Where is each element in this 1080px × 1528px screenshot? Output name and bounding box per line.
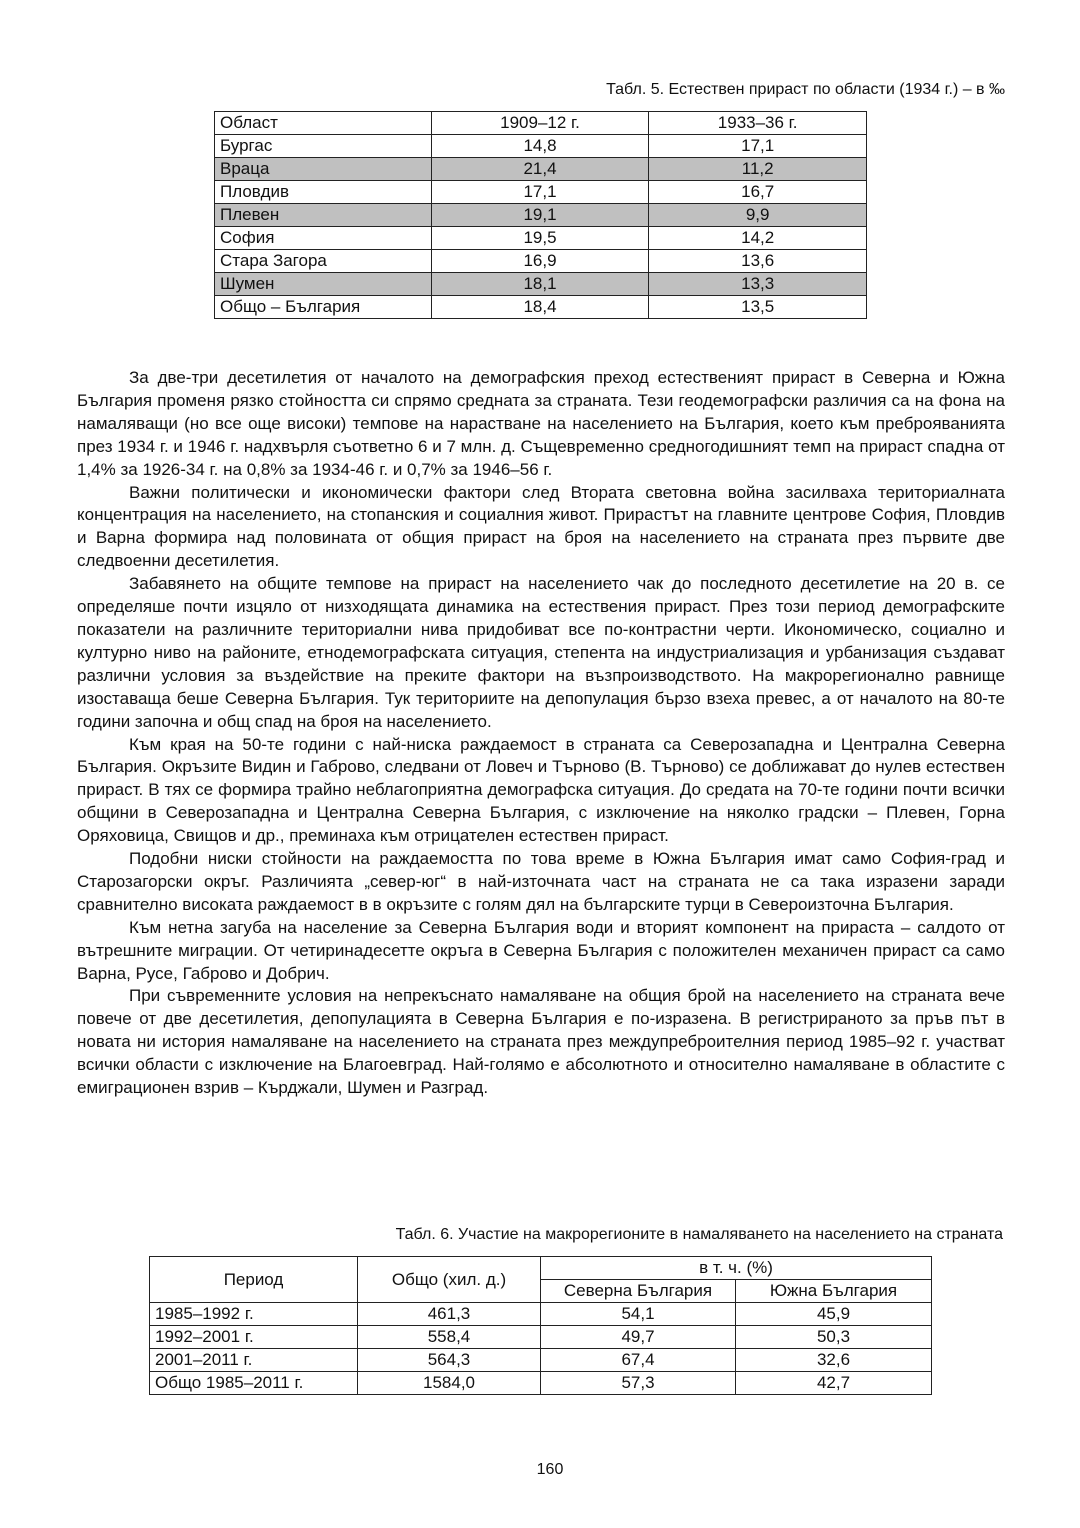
- cell-north: 54,1: [541, 1303, 736, 1326]
- cell-1933-36: 13,6: [649, 250, 867, 273]
- cell-total: 558,4: [358, 1326, 541, 1349]
- body-text: [77, 367, 1005, 1100]
- cell-1933-36: 13,5: [649, 296, 867, 319]
- paragraph: За две-три десетилетия от началото на демографския преход естественият прираст в Северна и Южна България променя рязко стойността си спрямо средната за страната. Тези геодемографски различия са на фона на намаляващи (но все още високи) темпове на нарастване на населението на България, което към преброяванията през 1934 г. и 1946 г. надхвърля съответно 6 и 7 млн. д. Същевременно средногодишният темп на прираст спадна от 1,4% за 1926-34 г. на 0,8% за 1934-46 г. и 0,7% за 1946–56 г.: [77, 368, 1005, 479]
- paragraph: При съвременните условия на непрекъснато намаляване на общия брой на населението на страната вече повече от две десетилетия, депопулацията в Северна България е по-изразена. В регистрираното за пръв път в новата ни история намаляване на населението на страната през междупреброителния период 1985–92 г. участват всички области с изключение на Благоевград. Най-голямо е абсолютното и относително намаляване в областите с емиграционен взрив – Кърджали, Шумен и Разград.: [77, 986, 1005, 1098]
- paragraph: Към края на 50-те години с най-ниска раждаемост в страната са Северозападна и Централна Северна България. Окръзите Видин и Габрово, следвани от Ловеч и Търново (В. Търново) се доближават до нулев естествен прираст. В тях се формира трайно неблагоприятна демографска ситуация. До средата на 70-те години почти всички общини в Северозападна и Централна Северна България, с изключение на няколко градски – Плевен, Горна Оряховица, Свищов и др., преминаха към отрицателен естествен прираст.: [77, 734, 1005, 846]
- column-header-period: Период: [150, 1257, 358, 1303]
- cell-south: 42,7: [736, 1372, 932, 1395]
- table-row: [150, 1326, 932, 1349]
- cell-region: Плевен: [215, 204, 432, 227]
- cell-1933-36: 17,1: [649, 135, 867, 158]
- table-row: [215, 250, 867, 273]
- cell-1933-36: 9,9: [649, 204, 867, 227]
- column-header-north: Северна България: [541, 1280, 736, 1303]
- table-row: [215, 204, 867, 227]
- cell-region: София: [215, 227, 432, 250]
- column-header-1933-36: 1933–36 г.: [649, 112, 867, 135]
- table-row-total: [150, 1372, 932, 1395]
- cell-total: 564,3: [358, 1349, 541, 1372]
- cell-1909-12: 16,9: [431, 250, 649, 273]
- paragraph: Към нетна загуба на население за Северна България води и вторият компонент на прираста – салдото от вътрешните миграции. От четиринадесетте окръга в Северна България с положителен механичен прираст са само Варна, Русе, Габрово и Добрич.: [77, 917, 1005, 983]
- paragraph: Важни политически и икономически фактори след Втората световна война засилваха териториалната концентрация на населението, на стопанския и социалния живот. Прирастът на главните центрове София, Пловдив и Варна формира над половината от общия прираст на броя на населението на страната през първите две следвоенни десетилетия.: [77, 482, 1005, 571]
- table-row: [150, 1303, 932, 1326]
- cell-south: 50,3: [736, 1326, 932, 1349]
- column-header-group: в т. ч. (%): [541, 1257, 932, 1280]
- cell-region: Враца: [215, 158, 432, 181]
- cell-1933-36: 14,2: [649, 227, 867, 250]
- cell-period: 1992–2001 г.: [150, 1326, 358, 1349]
- cell-north: 49,7: [541, 1326, 736, 1349]
- column-header-1909-12: 1909–12 г.: [431, 112, 649, 135]
- cell-1909-12: 21,4: [431, 158, 649, 181]
- paragraph: Подобни ниски стойности на раждаемостта по това време в Южна България имат само София-град и Старозагорски окръг. Различията „север-юг“ в най-източната част на страната не са така изразени заради сравнително високата раждаемост в в окръзите с голям дял на българските турци в Североизточна България.: [77, 849, 1005, 914]
- cell-1933-36: 13,3: [649, 273, 867, 296]
- cell-period: 1985–1992 г.: [150, 1303, 358, 1326]
- cell-region: Общо – България: [215, 296, 432, 319]
- cell-period: 2001–2011 г.: [150, 1349, 358, 1372]
- column-header-total: Общо (хил. д.): [358, 1257, 541, 1303]
- table5-caption: Табл. 5. Естествен прираст по области (1934 г.) – в ‰: [606, 81, 1005, 98]
- cell-period: Общо 1985–2011 г.: [150, 1372, 358, 1395]
- cell-1909-12: 18,4: [431, 296, 649, 319]
- column-header-region: Област: [215, 112, 432, 135]
- table5-natural-growth: [214, 111, 867, 319]
- cell-region: Бургас: [215, 135, 432, 158]
- cell-1909-12: 19,1: [431, 204, 649, 227]
- cell-region: Стара Загора: [215, 250, 432, 273]
- paragraph: Забавянето на общите темпове на прираст на населението чак до последното десетилетие на 20 в. се определяше почти изцяло от низходящата динамика на естествения прираст. През този период демографските показатели на различните териториални нива придобиват все по-контрастни черти. Икономическо, социално и културно ниво на районите, етнодемографската ситуация, степента на индустриализация и урбанизация създават различни условия за въздействие на преките фактори на възпроизводството. На макрорегионално равнище изоставаща беше Северна България. Тук териториите на депопулация бързо взеха превес, а от началото на 80-те години започна и общ спад на броя на населението.: [77, 574, 1005, 731]
- cell-south: 32,6: [736, 1349, 932, 1372]
- table-row: [215, 273, 867, 296]
- cell-1933-36: 11,2: [649, 158, 867, 181]
- cell-north: 57,3: [541, 1372, 736, 1395]
- table-row-total: [215, 296, 867, 319]
- table-row: [215, 135, 867, 158]
- cell-region: Пловдив: [215, 181, 432, 204]
- table-header-row: [215, 112, 867, 135]
- page-number: 160: [536, 1461, 564, 1478]
- table-row: [215, 158, 867, 181]
- cell-1909-12: 19,5: [431, 227, 649, 250]
- table6-caption: Табл. 6. Участие на макрорегионите в намаляването на населението на страната: [395, 1226, 1003, 1243]
- table-header-row: [150, 1257, 932, 1280]
- table-row: [215, 227, 867, 250]
- cell-south: 45,9: [736, 1303, 932, 1326]
- cell-region: Шумен: [215, 273, 432, 296]
- cell-1909-12: 18,1: [431, 273, 649, 296]
- table-row: [150, 1349, 932, 1372]
- cell-1933-36: 16,7: [649, 181, 867, 204]
- table6-macroregion-decline: [149, 1256, 932, 1395]
- cell-1909-12: 17,1: [431, 181, 649, 204]
- table-row: [215, 181, 867, 204]
- cell-north: 67,4: [541, 1349, 736, 1372]
- cell-total: 1584,0: [358, 1372, 541, 1395]
- cell-1909-12: 14,8: [431, 135, 649, 158]
- cell-total: 461,3: [358, 1303, 541, 1326]
- column-header-south: Южна България: [736, 1280, 932, 1303]
